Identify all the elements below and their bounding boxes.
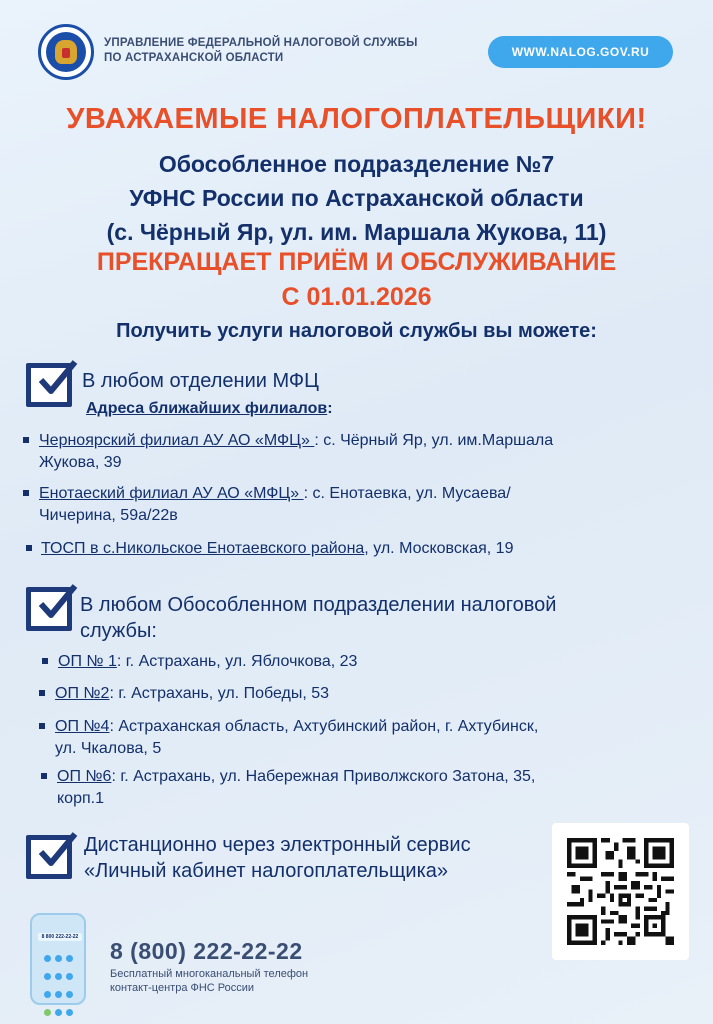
op-name: ОП №2 [55,685,110,702]
hotline-description [110,967,308,995]
page-title: УВАЖАЕМЫЕ НАЛОГОПЛАТЕЛЬЩИКИ! [66,103,647,135]
op-address: : г. Астрахань, ул. Победы, 53 [109,685,330,702]
fns-emblem-icon [38,24,94,80]
phone-icon [30,913,86,1005]
op-address-cont: корп.1 [57,790,104,807]
bullet-icon [23,437,29,443]
branch-address: , ул. Московская, 19 [364,540,514,557]
op-address: : г. Астрахань, ул. Набережная Приволжского Затона, 35, [111,768,536,785]
list-item [39,430,669,474]
op-title-line2: службы: [80,620,157,642]
op-address: : г. Астрахань, ул. Яблочкова, 23 [116,653,358,670]
list-item [41,538,671,560]
branch-address: : с. Чёрный Яр, ул. им.Маршала [314,432,554,449]
branch-address-cont: Чичерина, 59а/22в [39,507,178,524]
list-item [55,716,695,760]
mfc-section-title: В любом отделении МФЦ [82,370,319,392]
op-address: : Астраханская область, Ахтубинский район, г. Ахтубинск, [109,718,539,735]
bullet-icon [41,773,47,779]
qr-code-icon [567,838,674,945]
organization-name [104,36,418,66]
list-item [58,651,688,673]
org-name-line1: УПРАВЛЕНИЕ ФЕДЕРАЛЬНОЙ НАЛОГОВОЙ СЛУЖБЫ [104,37,418,49]
nearest-branches-label [86,400,333,418]
nearest-branches-text: Адреса ближайших филиалов [86,400,328,417]
op-address-cont: ул. Чкалова, 5 [55,740,162,757]
online-line2: «Личный кабинет налогоплательщика» [84,860,449,882]
branch-name: ТОСП в с.Никольское Енотаевского района [41,540,365,557]
op-section-title [80,592,680,644]
keypad-icon [42,951,78,1023]
list-item [57,766,697,810]
branch-address-cont: Жукова, 39 [39,454,122,471]
hotline-desc-line2: контакт-центра ФНС России [110,982,255,994]
bullet-icon [39,690,45,696]
checkbox-checked-icon [26,587,72,631]
bullet-icon [26,545,32,551]
hotline-number[interactable]: 8 (800) 222-22-22 [110,938,303,964]
checkbox-checked-icon [26,363,72,407]
online-line1: Дистанционно через электронный сервис [84,834,471,856]
op-name: ОП №6 [57,768,112,785]
list-item [39,483,669,527]
op-title-line1: В любом Обособленном подразделении налоговой [80,594,557,616]
bullet-icon [23,490,29,496]
nearest-branches-colon: : [327,400,333,417]
op-name: ОП № 1 [58,653,117,670]
services-heading: Получить услуги налоговой службы вы можете: [116,320,597,342]
branch-name: Енотаеский филиал АУ АО «МФЦ» [39,485,304,502]
branch-name: Черноярский филиал АУ АО «МФЦ» [39,432,315,449]
op-name: ОП №4 [55,718,110,735]
notice-date: С 01.01.2026 [281,283,432,311]
hotline-desc-line1: Бесплатный многоканальный телефон [110,968,309,980]
subtitle-line2: УФНС России по Астраханской области [129,185,584,211]
header [38,18,678,88]
bullet-icon [42,658,48,664]
qr-code[interactable] [552,823,689,960]
org-name-line2: ПО АСТРАХАНСКОЙ ОБЛАСТИ [104,52,284,64]
notice-line1: ПРЕКРАЩАЕТ ПРИЁМ И ОБСЛУЖИВАНИЕ [96,248,617,276]
branch-address: : с. Енотаевка, ул. Мусаева/ [303,485,511,502]
online-section-title [84,832,554,884]
checkbox-checked-icon [26,835,72,879]
list-item [55,683,685,705]
subtitle-line1: Обособленное подразделение №7 [158,151,555,177]
website-button[interactable]: WWW.NALOG.GOV.RU [488,36,673,68]
bullet-icon [39,723,45,729]
phone-mini-number: 8 800 222-22-22 [38,933,82,941]
subtitle-line3: (с. Чёрный Яр, ул. им. Маршала Жукова, 11) [106,219,607,245]
